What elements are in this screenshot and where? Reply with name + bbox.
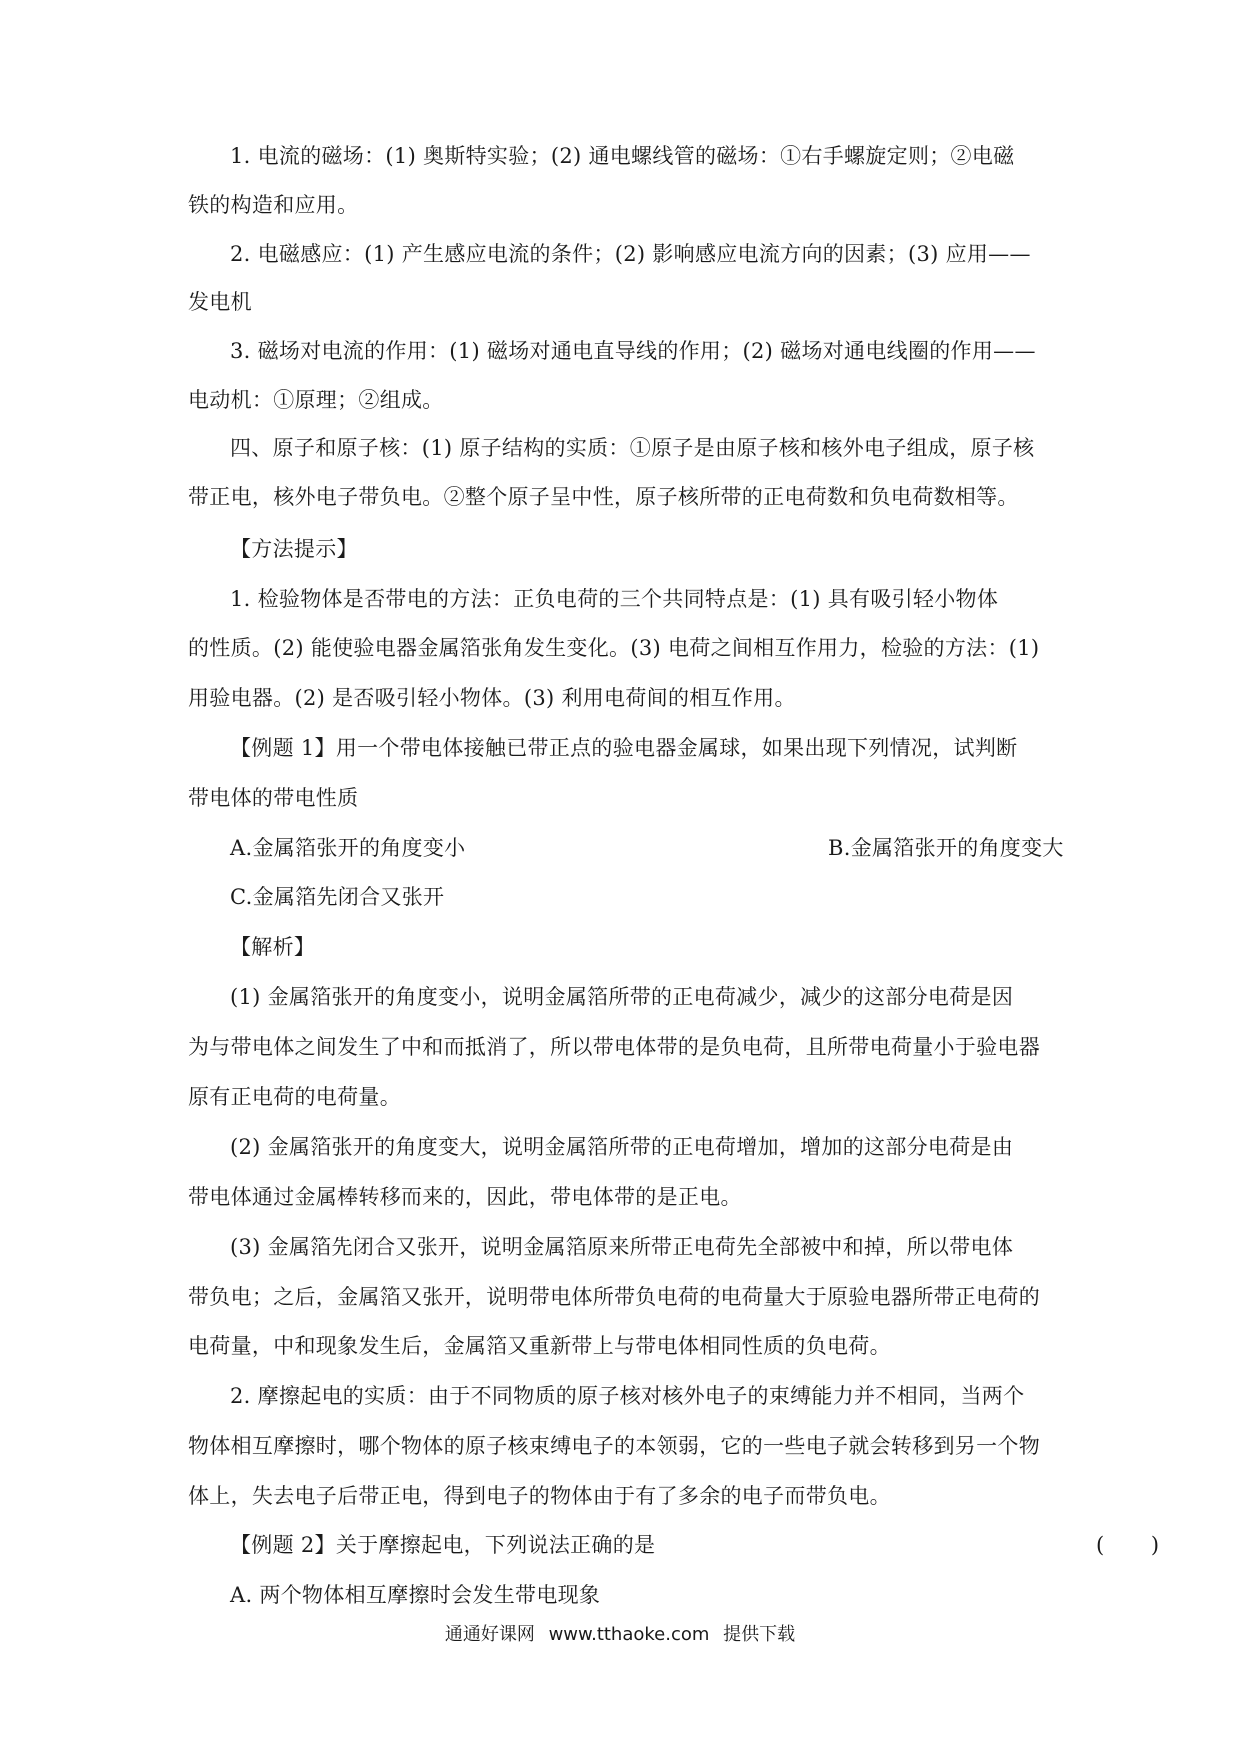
text-line: 四、原子和原子核：(1) 原子结构的实质：①原子是由原子核和核外电子组成，原子核 xyxy=(230,436,1035,460)
text-line: 物体相互摩擦时，哪个物体的原子核束缚电子的本领弱，它的一些电子就会转移到另一个物 xyxy=(188,1434,1040,1458)
footer-action: 提供下载 xyxy=(723,1624,796,1645)
option-b: B.金属箔张开的角度变大 xyxy=(828,836,1064,860)
text-line: 1. 电流的磁场：(1) 奥斯特实验；(2) 通电螺线管的磁场：①右手螺旋定则；②电磁 xyxy=(230,144,1015,168)
footer-url[interactable]: www.tthaoke.com xyxy=(548,1624,710,1645)
option-a: A.金属箔张开的角度变小 xyxy=(230,836,466,860)
text-line: 带电体的带电性质 xyxy=(188,786,359,810)
text-line: 电动机：①原理；②组成。 xyxy=(188,388,444,412)
text-line: 原有正电荷的电荷量。 xyxy=(188,1085,401,1109)
text-line: 2. 摩擦起电的实质：由于不同物质的原子核对核外电子的束缚能力并不相同，当两个 xyxy=(230,1384,1025,1408)
text-line: 带电体通过金属棒转移而来的，因此，带电体带的是正电。 xyxy=(188,1185,742,1209)
text-line: (2) 金属箔张开的角度变大，说明金属箔所带的正电荷增加，增加的这部分电荷是由 xyxy=(230,1135,1014,1159)
text-line: 的性质。(2) 能使验电器金属箔张角发生变化。(3) 电荷之间相互作用力，检验的方法：(1) xyxy=(188,636,1040,660)
text-line: (1) 金属箔张开的角度变小，说明金属箔所带的正电荷减少，减少的这部分电荷是因 xyxy=(230,985,1014,1009)
text-line: 用验电器。(2) 是否吸引轻小物体。(3) 利用电荷间的相互作用。 xyxy=(188,686,796,710)
text-line: 带负电；之后，金属箔又张开，说明带电体所带负电荷的电荷量大于原验电器所带正电荷的 xyxy=(188,1285,1040,1309)
text-line: 电荷量，中和现象发生后，金属箔又重新带上与带电体相同性质的负电荷。 xyxy=(188,1334,891,1358)
answer-bracket: ( ) xyxy=(1096,1533,1180,1557)
page-footer xyxy=(0,1622,1240,1648)
text-line: 为与带电体之间发生了中和而抵消了，所以带电体带的是负电荷，且所带电荷量小于验电器 xyxy=(188,1035,1040,1059)
text-line: 3. 磁场对电流的作用：(1) 磁场对通电直导线的作用；(2) 磁场对通电线圈的作用—— xyxy=(230,339,1036,363)
text-line: 铁的构造和应用。 xyxy=(188,193,359,217)
section-heading: 【方法提示】 xyxy=(230,537,358,561)
text-line: 体上，失去电子后带正电，得到电子的物体由于有了多余的电子而带负电。 xyxy=(188,1484,891,1508)
text-line: (3) 金属箔先闭合又张开，说明金属箔原来所带正电荷先全部被中和掉，所以带电体 xyxy=(230,1235,1014,1259)
footer-site: 通通好课网 xyxy=(444,1624,535,1645)
text-line: 带正电，核外电子带负电。②整个原子呈中性，原子核所带的正电荷数和负电荷数相等。 xyxy=(188,485,1019,509)
example-heading: 【例题 1】用一个带电体接触已带正点的验电器金属球，如果出现下列情况，试判断 xyxy=(230,736,1018,760)
text-line: 1. 检验物体是否带电的方法：正负电荷的三个共同特点是：(1) 具有吸引轻小物体 xyxy=(230,587,999,611)
option-row xyxy=(230,833,1064,863)
analysis-heading: 【解析】 xyxy=(230,935,316,959)
text-line: 发电机 xyxy=(188,290,252,314)
text-line: 2. 电磁感应：(1) 产生感应电流的条件；(2) 影响感应电流方向的因素；(3) 应用—— xyxy=(230,242,1031,266)
example-heading: 【例题 2】关于摩擦起电，下列说法正确的是 xyxy=(230,1533,656,1557)
question-row xyxy=(230,1530,1180,1560)
option-c: C.金属箔先闭合又张开 xyxy=(230,885,445,909)
option-a: A. 两个物体相互摩擦时会发生带电现象 xyxy=(230,1583,601,1607)
